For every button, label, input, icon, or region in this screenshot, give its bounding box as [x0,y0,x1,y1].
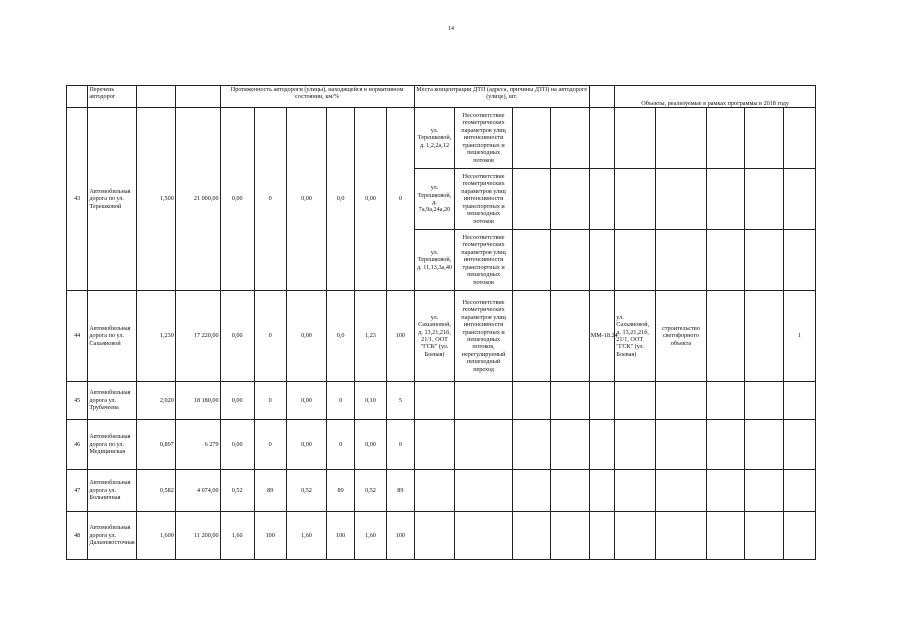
value-cell: 0,0 [327,291,355,382]
value-cell: 5 [386,382,414,420]
value-cell: 0,0 [327,108,355,291]
value-cell: 100 [254,512,286,560]
road-name: Автомобильная дорога по ул. Сахьяновой [88,291,137,382]
value-cell: 0,00 [286,108,327,291]
value-cell: 0,00 [286,291,327,382]
table-row [67,512,816,560]
table-header-row [67,86,816,108]
value-cell: 0 [254,382,286,420]
value-cell: 100 [386,512,414,560]
value-cell: 100 [327,512,355,560]
road-name: Автомобильная дорога ул. Трубачеева [88,382,137,420]
row-number: 43 [67,108,88,291]
length-km: 1,600 [137,512,175,560]
value-cell: 0 [386,108,414,291]
value-cell: 1,60 [220,512,254,560]
table-row [67,420,816,470]
length-km: 0,897 [137,420,175,470]
dtp-address: ул. Терешковой, д. 7а,9а,24а,20 [414,169,455,230]
length-km: 2,020 [137,382,175,420]
header-num [67,86,88,108]
value-cell: 0,00 [220,382,254,420]
value-cell: 89 [386,470,414,512]
value-cell: 0,00 [286,420,327,470]
road-name: Автомобильная дорога ул. Дальневосточная [88,512,137,560]
road-name: Автомобильная дорога по ул. Терешковой [88,108,137,291]
object-count: 1 [783,291,815,382]
table-row [67,108,816,169]
row-number: 46 [67,420,88,470]
value-cell: 0,00 [286,382,327,420]
table-row [67,382,816,420]
value-cell: 0 [254,291,286,382]
value-cell: 89 [327,470,355,512]
object-address: ул. Сахьяновой, д. 13,21,21б, 21/1, ООТ "ГСК" (ул. Боевая) [615,291,656,382]
header-length: Протяженность автодороги (улицы), находящейся в нормативном состоянии, км/% [220,86,414,108]
table-row [67,291,816,382]
value-cell: 11 200,00 [175,512,220,560]
value-cell: 100 [386,291,414,382]
page-number: 14 [448,26,454,32]
dtp-address: ул. Сахьяновой, д. 13,21,21б, 21/1, ООТ "ГСК" (ул. Боевая) [414,291,455,382]
length-km: 1,500 [137,108,175,291]
value-cell: 0,00 [220,108,254,291]
value-cell: 18 180,00 [175,382,220,420]
object-work: строительство светофорного объекта [655,291,706,382]
value-cell: 0,00 [354,108,386,291]
row-number: 48 [67,512,88,560]
row-number: 44 [67,291,88,382]
header-objects: Объекты, реализуемые в рамках программы в 2018 году [615,86,816,108]
road-table [66,85,816,560]
header-dtp: Места концентрации ДТП (адреса, причины ДТП) на автодороге (улице), шт. [414,86,589,108]
dtp-address: ул. Терешковой, д. 11,13,3а,40 [414,230,455,291]
value-cell: 0,10 [354,382,386,420]
value-cell: 89 [254,470,286,512]
dtp-reason: Несоответствие геометрических параметров улиц интенсивности транспортных и пешеходных потоков [455,108,513,169]
dtp-reason: Несоответствие геометрических параметров улиц интенсивности транспортных и пешеходных потоков [455,169,513,230]
dtp-address: ул. Терешковой, д. 1,2,2а,12 [414,108,455,169]
table-row [67,470,816,512]
dtp-reason: Несоответствие геометрических параметров улиц интенсивности транспортных и пешеходных потоков [455,230,513,291]
value-cell: 0,00 [220,291,254,382]
value-cell: 0,52 [220,470,254,512]
value-cell: 1,23 [354,291,386,382]
value-cell: 17 220,00 [175,291,220,382]
road-name: Автомобильная дорога ул. Больничная [88,470,137,512]
value-cell: 0,52 [354,470,386,512]
row-number: 47 [67,470,88,512]
value-cell: 0,52 [286,470,327,512]
value-cell: 0 [327,382,355,420]
road-name: Автомобильная дорога по ул. Медицинская [88,420,137,470]
value-cell: 0 [254,420,286,470]
value-cell: 0 [386,420,414,470]
header-road: Перечень автодорог [88,86,137,108]
value-cell: 0 [254,108,286,291]
object-code: ММ-18.24 [589,291,615,382]
length-km: 1,230 [137,291,175,382]
value-cell: 0,00 [220,420,254,470]
value-cell: 6 279 [175,420,220,470]
value-cell: 1,60 [354,512,386,560]
dtp-reason: Несоответствие геометрических параметров улиц интенсивности транспортных и пешеходных потоков, нерегулируемый пешеходный переход [455,291,513,382]
value-cell: 4 074,00 [175,470,220,512]
length-km: 0,582 [137,470,175,512]
value-cell: 0 [327,420,355,470]
row-number: 45 [67,382,88,420]
value-cell: 1,60 [286,512,327,560]
value-cell: 21 000,00 [175,108,220,291]
value-cell: 0,00 [354,420,386,470]
